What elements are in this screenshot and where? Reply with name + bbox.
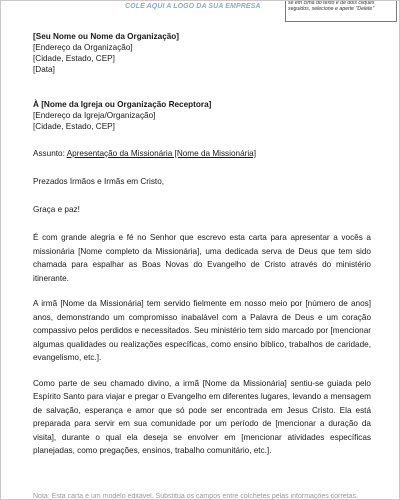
recipient-block [33,99,371,132]
recipient-address: [Endereço da Igreja/Organização] [33,111,156,120]
subject-text: Apresentação da Missionária [Nome da Missionária] [66,149,256,158]
salutation: Graça e paz! [33,205,80,214]
subject-label: Assunto: [33,149,67,158]
paragraph-service: A irmã [Nome da Missionária] tem servido fielmente em nosso meio por [número de anos] anos, demonstrando um compromisso inabalável com a Palavra de Deus e um coração compassivo pelos perdidos e necessitados. Seu ministério tem sido marcado por [mencionar algumas qualidades ou realizações específicas, como ensino bíblico, trabalhos de caridade, evangelismo, etc.]. [33,299,371,362]
paragraph-intro: É com grande alegria e fé no Senhor que escrevo esta carta para apresentar a vocês a missionária [Nome completo da Missionária], uma dedicada serva de Deus que tem sido chamada para espalhar as Boas Novas do Evangelho de Cristo através do ministério itinerante. [33,233,371,283]
footer-note: Nota: Esta carta é um modelo editável. Substitua os campos entre colchetes pelas informações corretas. [33,493,358,500]
letter-body [33,31,371,458]
greeting: Prezados Irmãos e Irmãs em Cristo, [33,177,165,186]
instructions-note: se em cima do texto e dê dois cliques seguidos, selecione e aperte "Delete" [285,0,397,22]
paragraph-calling: Como parte de seu chamado divino, a irmã [Nome da Missionária] sentiu-se guiada pelo Espírito Santo para viajar e pregar o Evangelho em diferentes lugares, levando a mensagem de salvação, esperança e amor que só pode ser encontrada em Jesus Cristo. Ela está preparada para servir em sua comunidade por um período de [mencionar a duração da visita], durante o qual ela deseja se envolver em [mencionar atividades específicas planejadas, como pregações, ensinos, trabalho comunitário, etc.]. [33,378,371,455]
subject-line [33,148,371,159]
recipient-name: À [Nome da Igreja ou Organização Receptora] [33,100,212,109]
sender-city: [Cidade, Estado, CEP] [33,54,115,63]
sender-name: [Seu Nome ou Nome da Organização] [33,32,180,41]
sender-address: [Endereço da Organização] [33,43,133,52]
sender-block [33,31,371,75]
logo-placeholder[interactable]: COLE AQUI A LOGO DA SUA EMPRESA [125,3,261,10]
recipient-city: [Cidade, Estado, CEP] [33,122,115,131]
letter-date: [Data] [33,65,55,74]
